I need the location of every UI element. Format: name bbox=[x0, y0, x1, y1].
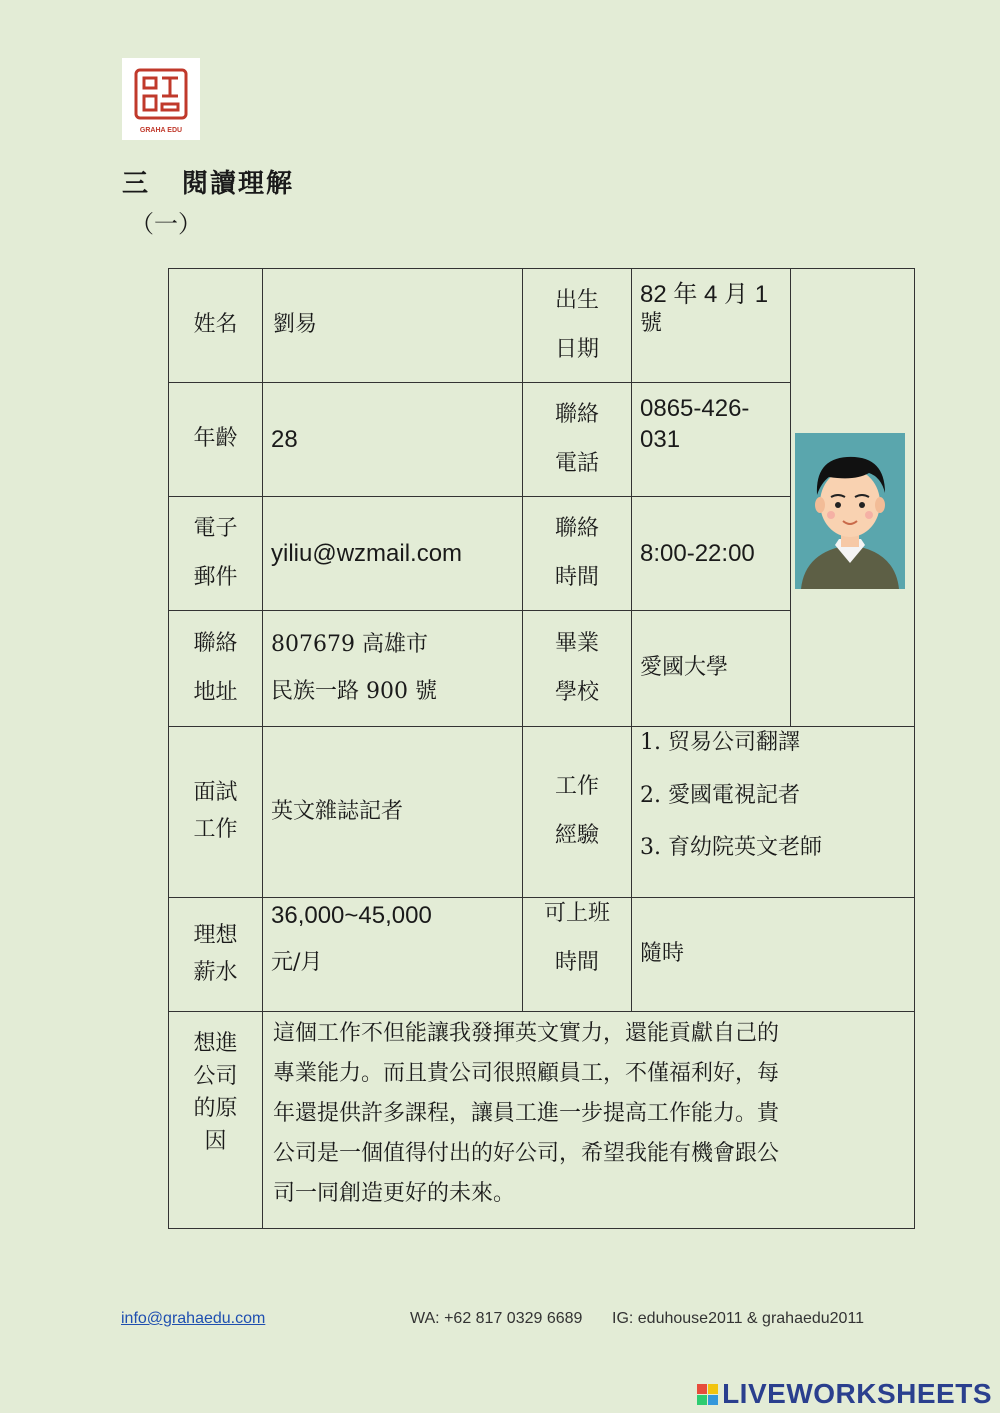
school-value: 愛國大學 bbox=[640, 655, 729, 681]
contact-time-label-line2: 時間 bbox=[554, 564, 599, 590]
age-value-cell bbox=[262, 382, 523, 497]
birth-label-line2: 日期 bbox=[554, 336, 599, 362]
job-label-line2: 工作 bbox=[193, 817, 238, 842]
liveworksheets-brand[interactable] bbox=[697, 1378, 992, 1410]
phone-label-line2: 電話 bbox=[554, 450, 599, 476]
email-value: yiliu@wzmail.com bbox=[271, 539, 463, 567]
contact-time-value-cell bbox=[631, 496, 791, 611]
salary-value-line1: 36,000~45,000 bbox=[271, 902, 432, 929]
reason-label-line: 因 bbox=[204, 1128, 227, 1154]
experience-list bbox=[631, 726, 915, 898]
section-number: 三 bbox=[122, 169, 151, 199]
logo-caption: GRAHA EDU bbox=[139, 127, 183, 134]
reason-label-line: 想進 bbox=[193, 1031, 238, 1056]
graha-edu-logo bbox=[122, 58, 200, 140]
start-value: 隨時 bbox=[640, 941, 685, 967]
applicant-photo-icon bbox=[795, 433, 905, 589]
start-label-cell bbox=[522, 897, 632, 1012]
experience-item: 3. 育幼院英文老師 bbox=[640, 835, 822, 861]
section-title: 閱讀理解 bbox=[182, 169, 295, 199]
name-label: 姓名 bbox=[193, 312, 238, 338]
graha-edu-seal-icon bbox=[122, 58, 200, 140]
start-label-line2: 時間 bbox=[554, 949, 599, 975]
email-value-cell bbox=[262, 496, 523, 611]
reason-line: 這個工作不但能讓我發揮英文實力，還能貢獻自己的 bbox=[273, 1021, 780, 1046]
school-label-line1: 畢業 bbox=[554, 630, 599, 656]
address-label-cell bbox=[168, 610, 263, 727]
birth-value-line1: 82 年 4 月 1 bbox=[640, 281, 769, 308]
resume-form bbox=[168, 268, 915, 1229]
experience-label-line1: 工作 bbox=[554, 774, 599, 800]
experience-label-cell bbox=[522, 726, 632, 898]
start-label-line1: 可上班 bbox=[543, 901, 610, 926]
reason-line: 專業能力。而且貴公司很照顧員工，不僅福利好，每 bbox=[273, 1061, 780, 1086]
name-value-cell bbox=[262, 268, 523, 383]
age-value: 28 bbox=[271, 425, 298, 453]
photo-cell bbox=[790, 268, 915, 727]
name-label-cell bbox=[168, 268, 263, 383]
address-label-line2: 地址 bbox=[193, 679, 238, 705]
reason-line: 公司是一個值得付出的好公司，希望我能有機會跟公 bbox=[273, 1141, 780, 1166]
job-label-cell bbox=[168, 726, 263, 898]
email-label-line2: 郵件 bbox=[193, 564, 238, 590]
reason-line: 司一同創造更好的未來。 bbox=[273, 1181, 516, 1206]
section-heading bbox=[122, 163, 294, 200]
email-label-line1: 電子 bbox=[193, 515, 238, 541]
school-label-cell bbox=[522, 610, 632, 727]
birth-label-cell bbox=[522, 268, 632, 383]
address-value-line1: 807679 高雄市 bbox=[271, 631, 428, 657]
contact-time-label-line1: 聯絡 bbox=[554, 515, 599, 541]
email-label-cell bbox=[168, 496, 263, 611]
footer-whatsapp: WA: +62 817 0329 6689 bbox=[410, 1310, 583, 1327]
age-label-cell bbox=[168, 382, 263, 497]
name-value: 劉易 bbox=[273, 312, 318, 338]
reason-text bbox=[262, 1011, 915, 1229]
liveworksheets-logo-icon bbox=[697, 1384, 718, 1405]
birth-value-line2: 號 bbox=[640, 311, 663, 337]
address-value-cell bbox=[262, 610, 523, 727]
contact-time-label-cell bbox=[522, 496, 632, 611]
birth-value-cell bbox=[631, 268, 791, 383]
school-value-cell bbox=[631, 610, 791, 727]
start-value-cell bbox=[631, 897, 915, 1012]
age-label: 年齡 bbox=[193, 426, 238, 452]
phone-value-line1: 0865-426- bbox=[640, 395, 750, 422]
job-value-cell bbox=[262, 726, 523, 898]
reason-label-line: 公司 bbox=[193, 1063, 238, 1089]
reason-line: 年還提供許多課程，讓員工進一步提高工作能力。貴 bbox=[273, 1101, 780, 1126]
phone-value-line2: 031 bbox=[640, 426, 681, 454]
experience-label-line2: 經驗 bbox=[554, 823, 599, 848]
salary-label-line2: 薪水 bbox=[193, 959, 238, 985]
job-value: 英文雜誌記者 bbox=[271, 798, 404, 824]
phone-value-cell bbox=[631, 382, 791, 497]
experience-item: 1. 贸易公司翻譯 bbox=[640, 730, 800, 755]
phone-label-line1: 聯絡 bbox=[554, 401, 599, 427]
footer-instagram: IG: eduhouse2011 & grahaedu2011 bbox=[612, 1310, 865, 1327]
birth-label-line1: 出生 bbox=[554, 287, 599, 313]
phone-label-cell bbox=[522, 382, 632, 497]
address-value-line2: 民族一路 900 號 bbox=[271, 678, 437, 704]
job-label-line1: 面試 bbox=[193, 780, 238, 806]
liveworksheets-wordmark: LIVEWORKSHEETS bbox=[722, 1378, 992, 1409]
salary-label-line1: 理想 bbox=[193, 922, 238, 948]
reason-label-line: 的原 bbox=[193, 1096, 238, 1122]
experience-item: 2. 愛國電視記者 bbox=[640, 782, 800, 808]
salary-label-cell bbox=[168, 897, 263, 1012]
page-footer bbox=[0, 1310, 1000, 1332]
address-label-line1: 聯絡 bbox=[193, 630, 238, 656]
contact-time-value: 8:00-22:00 bbox=[640, 539, 755, 567]
school-label-line2: 學校 bbox=[554, 679, 599, 705]
salary-value-cell bbox=[262, 897, 523, 1012]
reason-label-cell bbox=[168, 1011, 263, 1229]
footer-email-link[interactable]: info@grahaedu.com bbox=[121, 1310, 266, 1327]
salary-value-line2: 元/月 bbox=[271, 950, 323, 976]
subsection-label: （一） bbox=[130, 210, 202, 238]
